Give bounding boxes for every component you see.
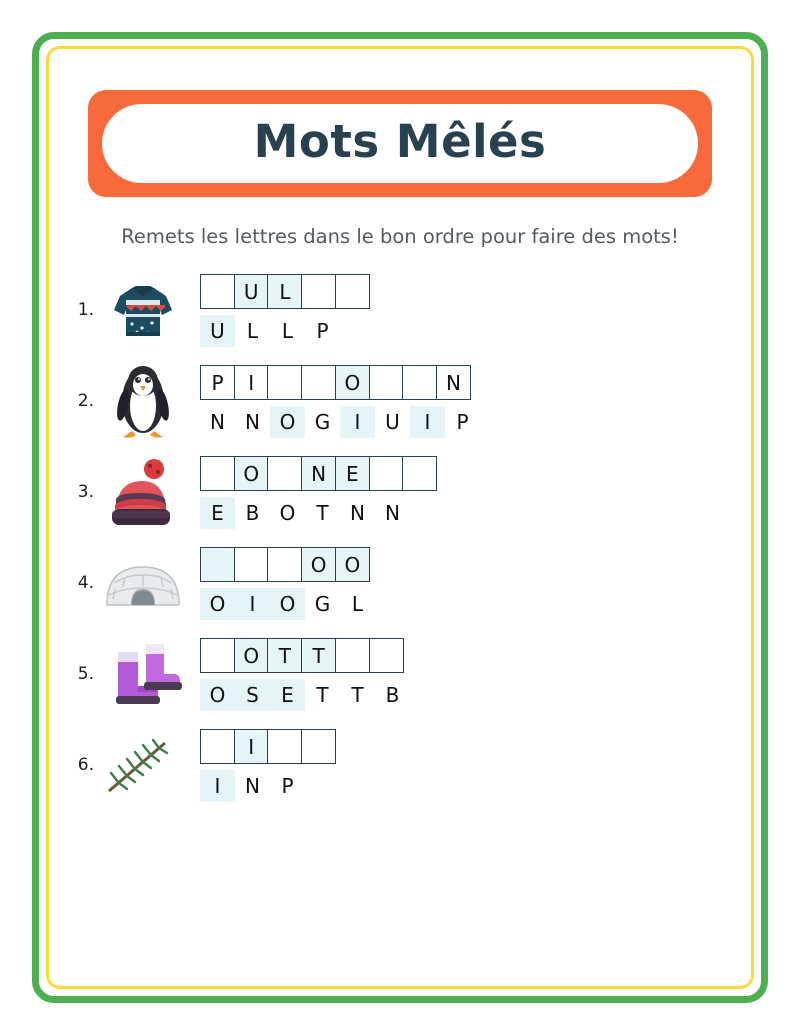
grid-cell[interactable]: N bbox=[436, 365, 471, 400]
letters-area bbox=[200, 729, 335, 802]
pool-letter: P bbox=[456, 410, 469, 435]
pool-letter: B bbox=[245, 501, 260, 526]
grid-cell[interactable] bbox=[369, 638, 404, 673]
pool-letter: L bbox=[351, 592, 364, 617]
grid-cell[interactable] bbox=[402, 456, 437, 491]
grid-cell[interactable] bbox=[267, 547, 302, 582]
grid-cell[interactable] bbox=[369, 456, 404, 491]
pine-branch-icon bbox=[100, 723, 186, 809]
grid-cell[interactable]: O bbox=[335, 547, 370, 582]
letters-area bbox=[200, 456, 436, 529]
sweater-icon bbox=[100, 268, 186, 354]
letters-area bbox=[200, 274, 369, 347]
answer-grid[interactable] bbox=[200, 729, 335, 764]
grid-cell[interactable] bbox=[402, 365, 437, 400]
letter-pool bbox=[200, 497, 436, 529]
page-title: Mots Mêlés bbox=[253, 115, 547, 168]
grid-cell[interactable]: T bbox=[301, 638, 336, 673]
pool-letter: O bbox=[200, 588, 235, 620]
winter-hat-icon bbox=[100, 450, 186, 536]
pool-letter: G bbox=[314, 410, 331, 435]
list-item bbox=[60, 723, 740, 809]
list-item bbox=[60, 359, 740, 445]
pool-letter: I bbox=[200, 770, 235, 802]
letter-pool bbox=[200, 770, 335, 802]
item-number: 4. bbox=[77, 572, 94, 593]
grid-cell[interactable]: O bbox=[234, 456, 269, 491]
pool-letter: B bbox=[385, 683, 400, 708]
letter-pool bbox=[200, 679, 410, 711]
pool-letter: T bbox=[316, 501, 329, 526]
grid-cell[interactable]: O bbox=[301, 547, 336, 582]
pool-letter: G bbox=[314, 592, 331, 617]
answer-grid[interactable] bbox=[200, 456, 436, 491]
grid-cell[interactable] bbox=[301, 274, 336, 309]
grid-cell[interactable]: L bbox=[267, 274, 302, 309]
grid-cell[interactable]: O bbox=[234, 638, 269, 673]
letter-pool bbox=[200, 406, 480, 438]
pool-letter: O bbox=[270, 406, 305, 438]
list-item bbox=[60, 268, 740, 354]
list-item bbox=[60, 541, 740, 627]
pool-letter: I bbox=[410, 406, 445, 438]
grid-cell[interactable] bbox=[335, 638, 370, 673]
list-item bbox=[60, 450, 740, 536]
pool-letter: T bbox=[316, 683, 329, 708]
grid-cell[interactable] bbox=[301, 365, 336, 400]
grid-cell[interactable] bbox=[200, 638, 235, 673]
answer-grid[interactable] bbox=[200, 365, 480, 400]
grid-cell[interactable]: I bbox=[234, 365, 269, 400]
pool-letter: N bbox=[245, 774, 260, 799]
worksheet-content bbox=[60, 60, 740, 975]
answer-grid[interactable] bbox=[200, 638, 410, 673]
letters-area bbox=[200, 365, 480, 438]
grid-cell[interactable]: O bbox=[335, 365, 370, 400]
grid-cell[interactable] bbox=[267, 365, 302, 400]
grid-cell[interactable]: T bbox=[267, 638, 302, 673]
letters-area bbox=[200, 638, 410, 711]
grid-cell[interactable] bbox=[200, 547, 235, 582]
item-number: 3. bbox=[77, 481, 94, 502]
grid-cell[interactable]: I bbox=[234, 729, 269, 764]
pool-letter: N bbox=[245, 410, 260, 435]
pool-letter: N bbox=[385, 501, 400, 526]
grid-cell[interactable] bbox=[200, 456, 235, 491]
pool-letter: O bbox=[270, 588, 305, 620]
grid-cell[interactable] bbox=[267, 729, 302, 764]
instruction-text: Remets les lettres dans le bon ordre pour faire des mots! bbox=[121, 225, 679, 249]
pool-letter: I bbox=[235, 588, 270, 620]
pool-letter: O bbox=[279, 501, 296, 526]
pool-letter: N bbox=[210, 410, 225, 435]
pool-letter: I bbox=[340, 406, 375, 438]
item-number: 5. bbox=[77, 663, 94, 684]
grid-cell[interactable] bbox=[267, 456, 302, 491]
pool-letter: P bbox=[281, 774, 294, 799]
grid-cell[interactable] bbox=[301, 729, 336, 764]
pool-letter: L bbox=[246, 319, 259, 344]
penguin-icon bbox=[100, 359, 186, 445]
letters-area bbox=[200, 547, 375, 620]
pool-letter: N bbox=[350, 501, 365, 526]
winter-boots-icon bbox=[100, 632, 186, 718]
pool-letter: P bbox=[316, 319, 329, 344]
item-number: 1. bbox=[77, 299, 94, 320]
pool-letter: U bbox=[200, 315, 235, 347]
puzzle-list bbox=[60, 268, 740, 809]
grid-cell[interactable] bbox=[335, 274, 370, 309]
answer-grid[interactable] bbox=[200, 547, 375, 582]
grid-cell[interactable]: P bbox=[200, 365, 235, 400]
answer-grid[interactable] bbox=[200, 274, 369, 309]
pool-letter: O bbox=[200, 679, 235, 711]
igloo-icon bbox=[100, 541, 186, 627]
pool-letter: S bbox=[235, 679, 270, 711]
pool-letter: T bbox=[351, 683, 364, 708]
pool-letter: L bbox=[281, 319, 294, 344]
grid-cell[interactable]: E bbox=[335, 456, 370, 491]
grid-cell[interactable] bbox=[234, 547, 269, 582]
grid-cell[interactable] bbox=[200, 729, 235, 764]
letter-pool bbox=[200, 588, 375, 620]
item-number: 2. bbox=[77, 390, 94, 411]
title-band bbox=[88, 90, 712, 197]
pool-letter: E bbox=[270, 679, 305, 711]
grid-cell[interactable] bbox=[200, 274, 235, 309]
grid-cell[interactable]: N bbox=[301, 456, 336, 491]
letter-pool bbox=[200, 315, 369, 347]
title-pill bbox=[102, 104, 698, 183]
list-item bbox=[60, 632, 740, 718]
pool-letter: E bbox=[200, 497, 235, 529]
grid-cell[interactable] bbox=[369, 365, 404, 400]
pool-letter: U bbox=[385, 410, 400, 435]
item-number: 6. bbox=[77, 754, 94, 775]
grid-cell[interactable]: U bbox=[234, 274, 269, 309]
